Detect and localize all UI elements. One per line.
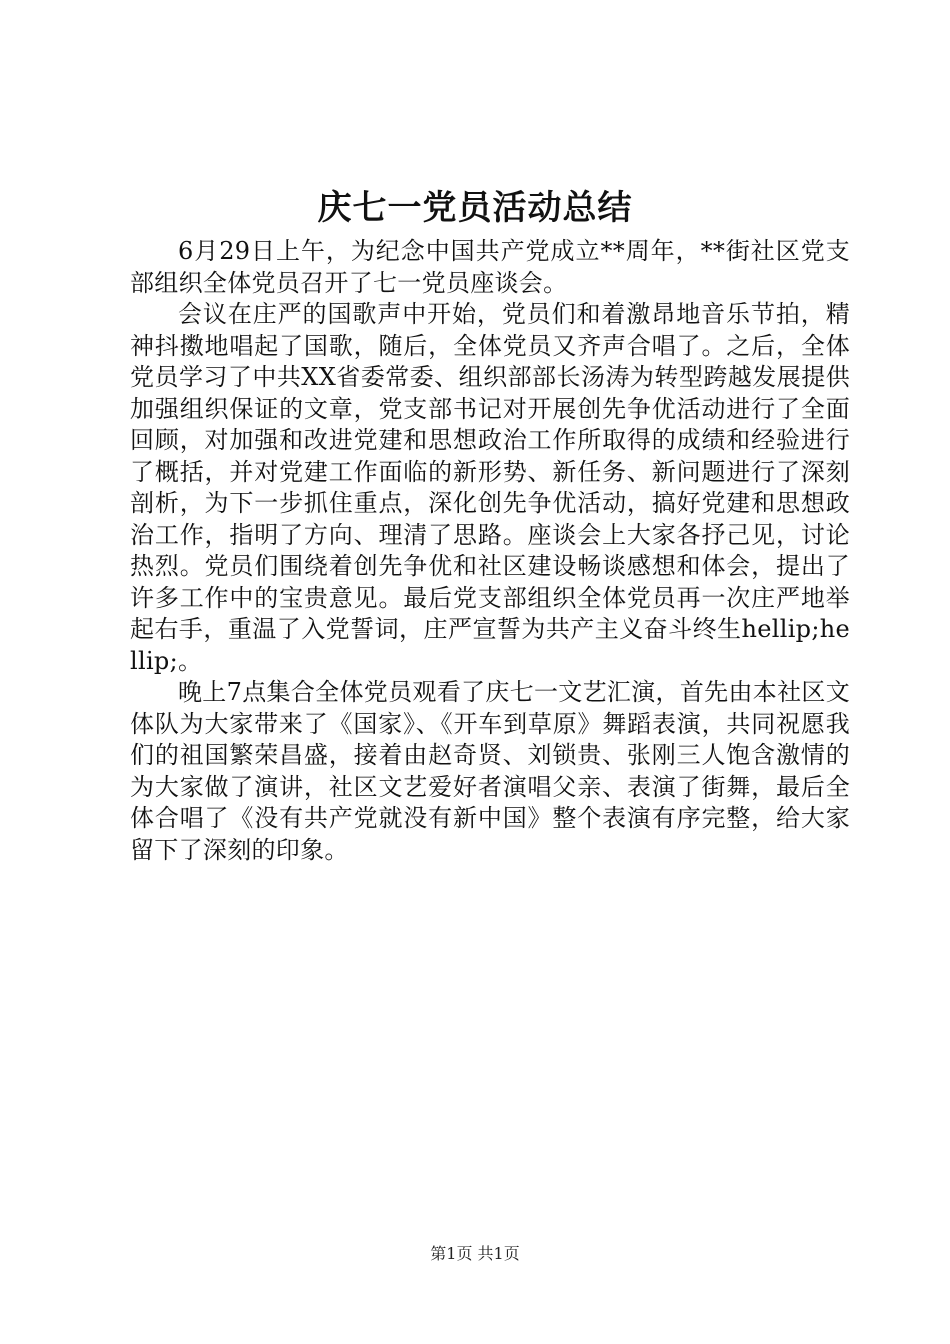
paragraph-1: 6月29日上午，为纪念中国共产党成立**周年，**街社区党支部组织全体党员召开了七一党员座谈会。	[130, 237, 850, 297]
document-body	[130, 236, 850, 866]
paragraph-3: 晚上7点集合全体党员观看了庆七一文艺汇演，首先由本社区文体队为大家带来了《国家》、《开车到草原》舞蹈表演，共同祝愿我们的祖国繁荣昌盛，接着由赵奇贤、刘锁贵、张刚三人饱含激情的为大家做了演讲，社区文艺爱好者演唱父亲、表演了街舞，最后全体合唱了《没有共产党就没有新中国》整个表演有序完整，给大家留下了深刻的印象。	[130, 678, 850, 864]
document-title: 庆七一党员活动总结	[317, 188, 633, 228]
paragraph-2: 会议在庄严的国歌声中开始，党员们和着激昂地音乐节拍，精神抖擞地唱起了国歌，随后，全体党员又齐声合唱了。之后，全体党员学习了中共XX省委常委、组织部部长汤涛为转型跨越发展提供加强组织保证的文章，党支部书记对开展创先争优活动进行了全面回顾，对加强和改进党建和思想政治工作所取得的成绩和经验进行了概括，并对党建工作面临的新形势、新任务、新问题进行了深刻剖析，为下一步抓住重点，深化创先争优活动，搞好党建和思想政治工作，指明了方向、理清了思路。座谈会上大家各抒己见，讨论热烈。党员们围绕着创先争优和社区建设畅谈感想和体会，提出了许多工作中的宝贵意见。最后党支部组织全体党员再一次庄严地举起右手，重温了入党誓词，庄严宣誓为共产主义奋斗终生hellip;hellip;。	[130, 300, 850, 675]
page-number-footer: 第1页 共1页	[430, 1244, 520, 1263]
